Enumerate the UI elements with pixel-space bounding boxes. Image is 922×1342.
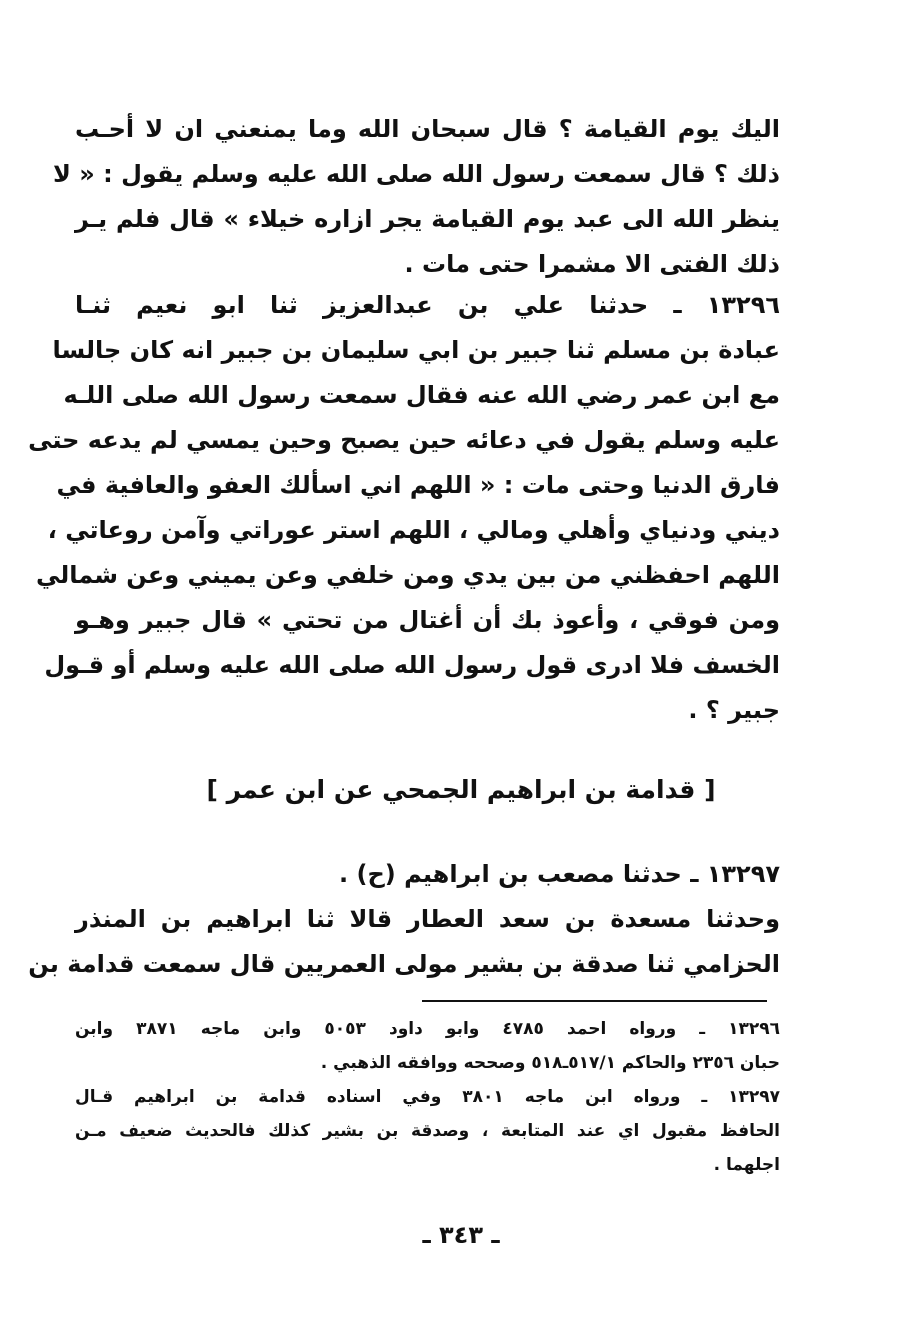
text-line: مع ابن عمر رضي الله عنه فقال سمعت رسول الله صلى اللـه <box>63 381 780 409</box>
text-line: الحزامي ثنا صدقة بن بشير مولى العمريين قال سمعت قدامة بن <box>28 950 780 978</box>
text-line: ذلك الفتى الا مشمرا حتى مات . <box>404 250 780 278</box>
footnote-line: ١٣٢٩٧ ـ ورواه ابن ماجه ٣٨٠١ وفي اسناده قدامة بن ابراهيم قـال <box>75 1087 780 1107</box>
text-line: ينظر الله الى عبد يوم القيامة يجر ازاره خيلاء » قال فلم يـر <box>75 205 780 233</box>
text-line: اللهم احفظني من بين يدي ومن خلفي وعن يميني وعن شمالي <box>35 561 780 589</box>
text-line: فارق الدنيا وحتى مات : « اللهم اني اسألك العفو والعافية في <box>56 471 780 499</box>
hadith-13296 <box>28 283 780 733</box>
footnote-line: الحافظ مقبول اي عند المتابعة ، وصدقة بن بشير كذلك فالحديث ضعيف مـن <box>75 1121 780 1141</box>
text-line: جبير ؟ . <box>688 696 780 724</box>
text-line: عليه وسلم يقول في دعائه حين يصبح وحين يمسي لم يدعه حتى <box>28 426 780 454</box>
text-line: ١٣٢٩٦ ـ حدثنا علي بن عبدالعزيز ثنا ابو نعيم ثنـا <box>75 291 780 319</box>
text-line: وحدثنا مسعدة بن سعد العطار قالا ثنا ابراهيم بن المنذر <box>75 905 780 933</box>
text-line: ذلك ؟ قال سمعت رسول الله صلى الله عليه وسلم يقول : « لا <box>53 160 780 188</box>
text-line: ١٣٢٩٧ ـ حدثنا مصعب بن ابراهيم (ح) . <box>339 860 780 888</box>
page-number: ـ ٣٤٣ ـ <box>422 1221 500 1249</box>
hadith-13297 <box>28 852 780 987</box>
section-heading: [ قدامة بن ابراهيم الجمحي عن ابن عمر ] <box>206 775 716 804</box>
footnote-line: ١٣٢٩٦ ـ ورواه احمد ٤٧٨٥ وابو داود ٥٠٥٣ وابن ماجه ٣٨٧١ وابن <box>75 1019 780 1039</box>
footnote-line: حبان ٢٣٥٦ والحاكم ٥١٧/١ـ٥١٨ وصححه ووافقه الذهبي . <box>320 1053 780 1073</box>
text-line: ديني ودنياي وأهلي ومالي ، اللهم استر عوراتي وآمن روعاتي ، <box>47 516 780 544</box>
paragraph-continuation <box>53 107 780 287</box>
text-line: ومن فوقي ، وأعوذ بك أن أغتال من تحتي » قال جبير وهـو <box>75 606 780 634</box>
text-line: اليك يوم القيامة ؟ قال سبحان الله وما يمنعني ان لا أحـب <box>75 115 780 143</box>
footnote-line: اجلهما . <box>713 1155 780 1175</box>
footnote-divider <box>422 1000 767 1002</box>
text-line: الخسف فلا ادرى قول رسول الله صلى الله عليه وسلم أو قـول <box>44 651 780 679</box>
text-line: عبادة بن مسلم ثنا جبير بن ابي سليمان بن جبير انه كان جالسا <box>52 336 780 364</box>
footnotes <box>75 1012 780 1182</box>
